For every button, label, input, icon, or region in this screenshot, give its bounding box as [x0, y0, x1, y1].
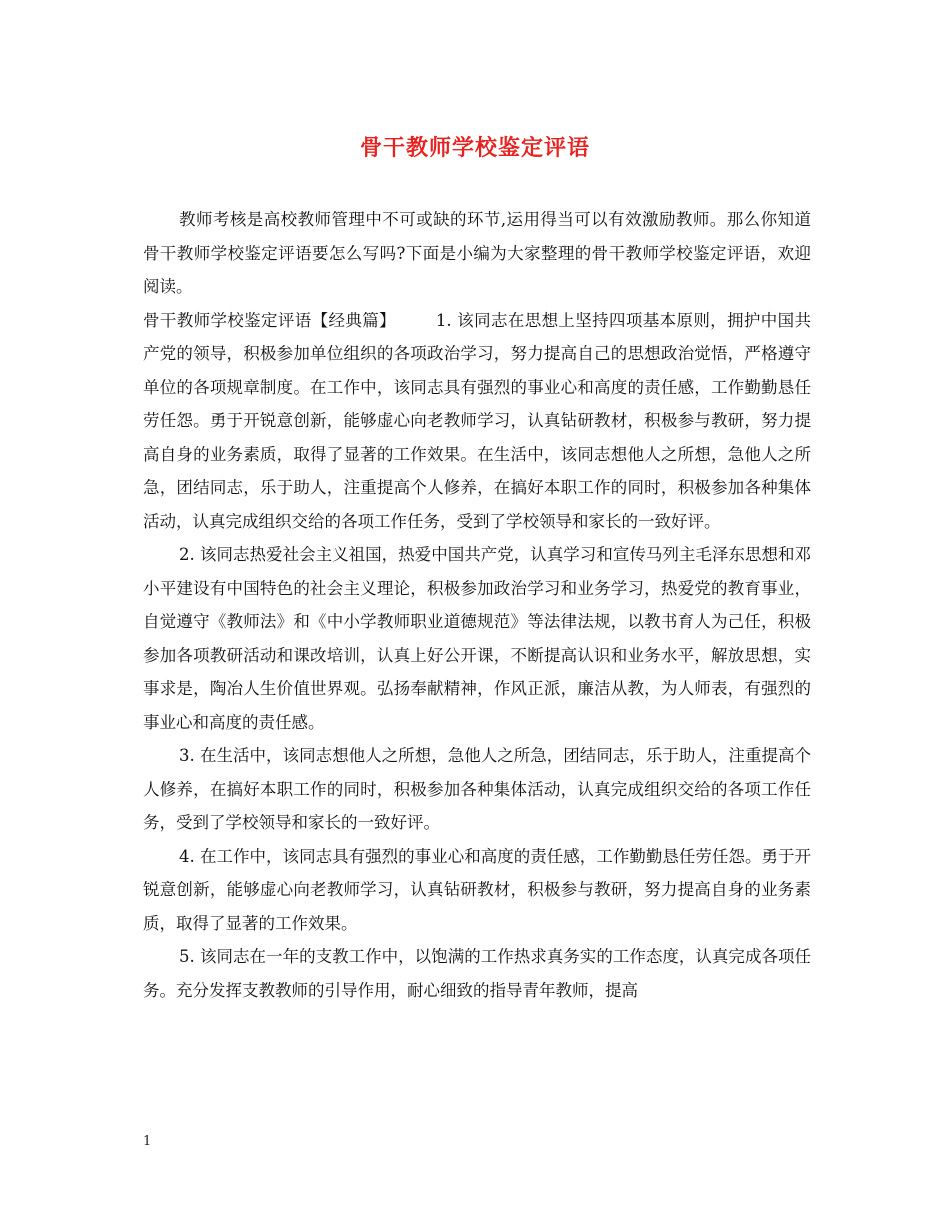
document-body [143, 203, 811, 1007]
section-paragraph-1 [143, 304, 811, 539]
page-number: 1 [143, 1134, 152, 1149]
paragraph-1-text: 1. 该同志在思想上坚持四项基本原则，拥护中国共产党的领导，积极参加单位组织的各项政治学习，努力提高自己的思想政治觉悟，严格遵守单位的各项规章制度。在工作中，该同志具有强烈的事业心和高度的责任感，工作勤勤恳任劳任怨。勇于开锐意创新，能够虚心向老教师学习，认真钻研教材，积极参与教研，努力提高自身的业务素质，取得了显著的工作效果。在生活中，该同志想他人之所想，急他人之所急，团结同志，乐于助人，注重提高个人修养，在搞好本职工作的同时，积极参加各种集体活动，认真完成组织交给的各项工作任务，受到了学校领导和家长的一致好评。 [143, 310, 811, 531]
paragraph-4: 4. 在工作中，该同志具有强烈的事业心和高度的责任感，工作勤勤恳任劳任怨。勇于开锐意创新，能够虚心向老教师学习，认真钻研教材，积极参与教研，努力提高自身的业务素质，取得了显著的工作效果。 [143, 846, 811, 933]
paragraph-5: 5. 该同志在一年的支教工作中，以饱满的工作热求真务实的工作态度，认真完成各项任务。充分发挥支教教师的引导作用，耐心细致的指导青年教师，提高 [143, 947, 811, 1000]
page-title: 骨干教师学校鉴定评语 [359, 135, 590, 161]
paragraph-2: 2. 该同志热爱社会主义祖国，热爱中国共产党，认真学习和宣传马列主毛泽东思想和邓小平建设有中国特色的社会主义理论，积极参加政治学习和业务学习，热爱党的教育事业，自觉遵守《教师法》和《中小学教师职业道德规范》等法律法规，以教书育人为己任，积极参加各项教研活动和课改培训，认真上好公开课，不断提高认识和业务水平，解放思想，实事求是，陶冶人生价值世界观。弘扬奉献精神，作风正派，廉洁从教，为人师表，有强烈的事业心和高度的责任感。 [143, 545, 811, 732]
intro-paragraph: 教师考核是高校教师管理中不可或缺的环节,运用得当可以有效激励教师。那么你知道骨干教师学校鉴定评语要怎么写吗?下面是小编为大家整理的骨干教师学校鉴定评语，欢迎阅读。 [143, 210, 811, 296]
paragraph-3: 3. 在生活中，该同志想他人之所想，急他人之所急，团结同志，乐于助人，注重提高个人修养，在搞好本职工作的同时，积极参加各种集体活动，认真完成组织交给的各项工作任务，受到了学校领导和家长的一致好评。 [143, 746, 811, 832]
section-heading: 骨干教师学校鉴定评语【经典篇】 [143, 310, 396, 330]
